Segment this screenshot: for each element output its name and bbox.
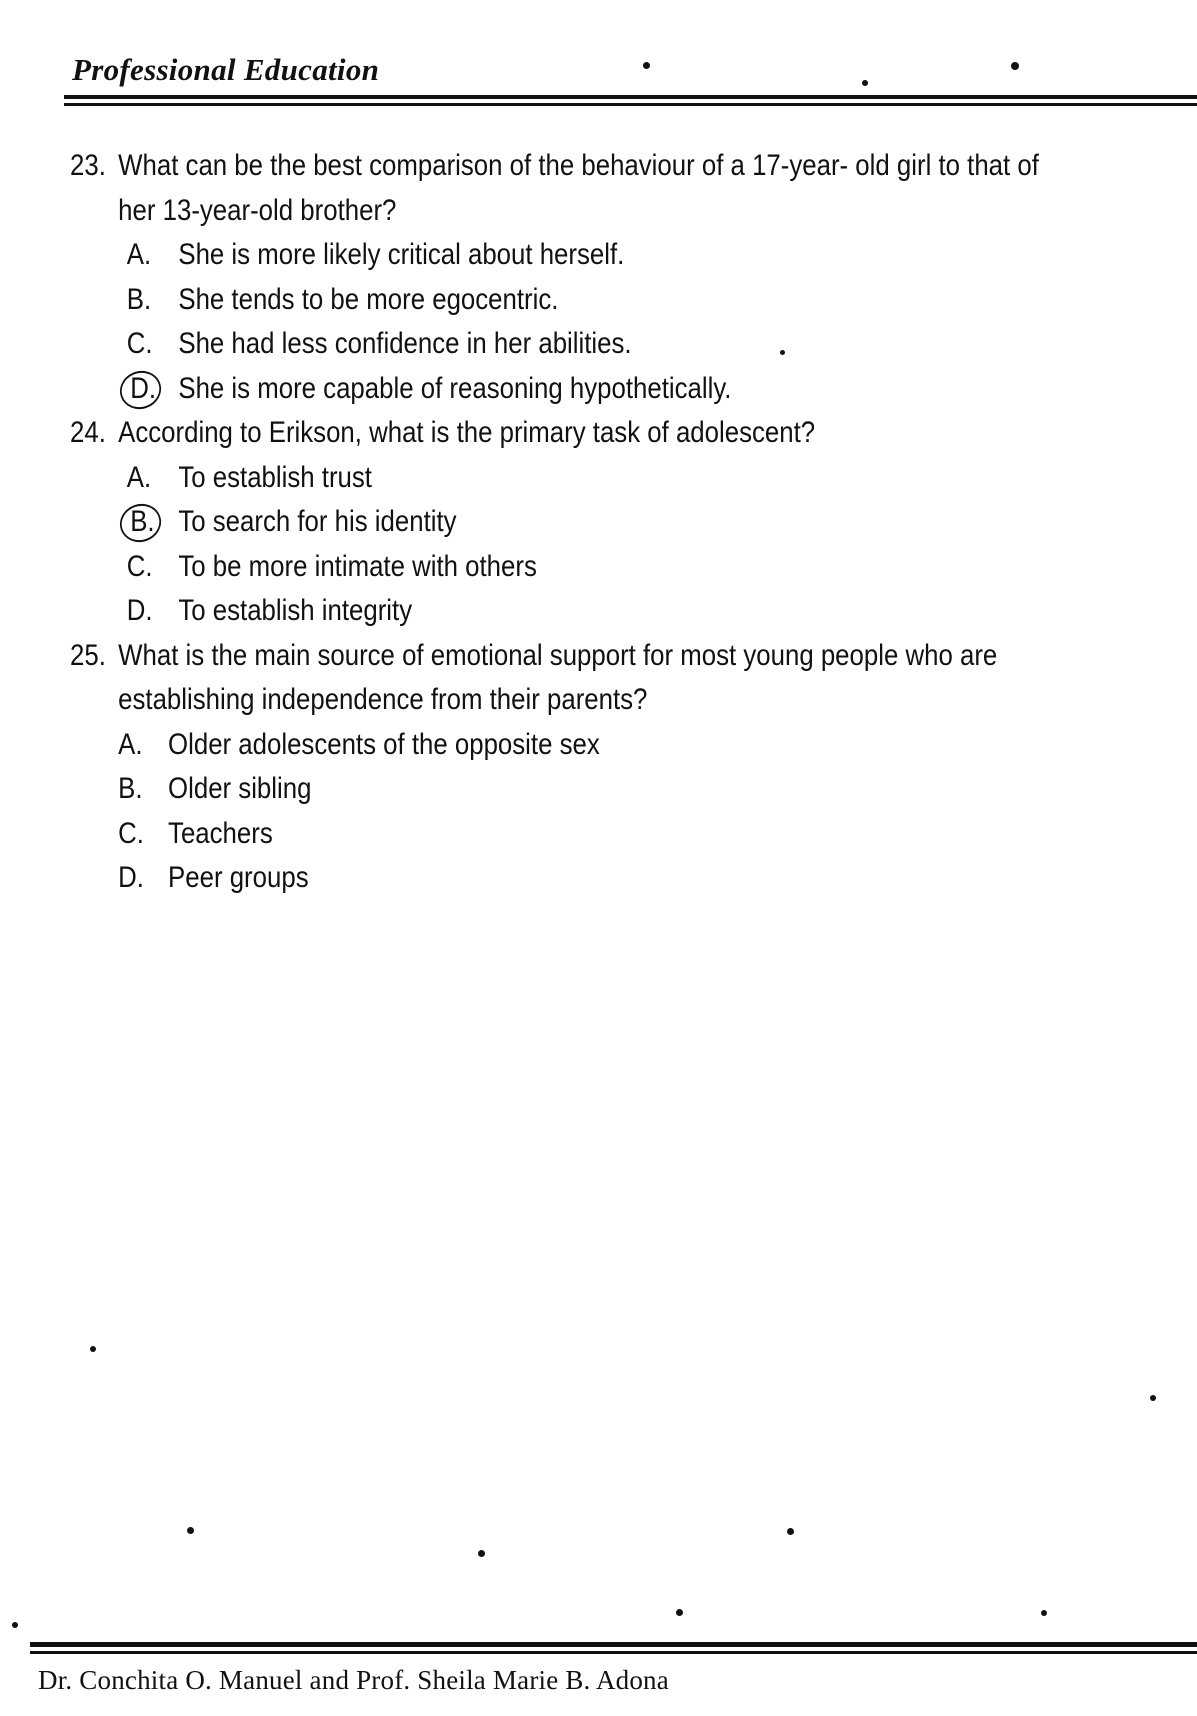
answer-choice-b[interactable] bbox=[127, 278, 1180, 323]
answer-choice-c[interactable] bbox=[118, 812, 1179, 857]
header-rule-thick bbox=[64, 95, 1197, 99]
answer-choice-d-selected[interactable] bbox=[127, 367, 1180, 412]
question-text-line-2: establishing independence from their parents? bbox=[118, 683, 648, 716]
choice-text: To be more intimate with others bbox=[178, 549, 537, 583]
answer-choice-d[interactable] bbox=[118, 856, 1179, 901]
choice-text: She had less confidence in her abilities. bbox=[178, 327, 632, 360]
question-number: 23. bbox=[70, 149, 106, 182]
answer-choices bbox=[127, 233, 1180, 411]
circled-mark-icon: D. bbox=[127, 367, 160, 412]
choice-text: To establish trust bbox=[178, 460, 372, 494]
page-header-title: Professional Education bbox=[72, 52, 380, 87]
choice-text: To establish integrity bbox=[178, 594, 413, 627]
question-stem-continuation bbox=[70, 189, 1179, 234]
choice-text: She is more likely critical about herself. bbox=[178, 238, 625, 271]
answer-choice-c[interactable] bbox=[127, 545, 1180, 590]
scan-speck bbox=[643, 62, 650, 69]
answer-choice-b[interactable] bbox=[118, 767, 1179, 812]
question-text-line-1: What is the main source of emotional support for most young people who are bbox=[118, 638, 998, 672]
answer-choice-a[interactable] bbox=[118, 723, 1179, 768]
scan-speck bbox=[1011, 62, 1019, 70]
answer-choice-d[interactable] bbox=[127, 589, 1180, 634]
choice-text: Older sibling bbox=[168, 772, 312, 805]
choice-letter-circled bbox=[127, 500, 179, 545]
scan-speck bbox=[187, 1527, 194, 1534]
choice-letter: B. bbox=[118, 772, 143, 805]
scan-speck bbox=[478, 1550, 485, 1557]
question-stem-continuation bbox=[70, 678, 1179, 723]
choice-letter: A. bbox=[118, 727, 143, 761]
header-rule-thin bbox=[64, 103, 1197, 106]
question-stem bbox=[70, 411, 1179, 456]
choice-letter: A. bbox=[126, 460, 152, 494]
question-list bbox=[70, 144, 1179, 901]
question-stem bbox=[70, 634, 1179, 679]
scan-speck bbox=[862, 80, 868, 86]
choice-letter: C. bbox=[118, 816, 144, 850]
question-text-line-1: What can be the best comparison of the behaviour of a 17-year- old girl to that of bbox=[118, 149, 1039, 182]
question-number: 24. bbox=[70, 416, 106, 449]
choice-text: She tends to be more egocentric. bbox=[178, 282, 559, 316]
answer-choice-a[interactable] bbox=[127, 456, 1180, 501]
scan-speck bbox=[787, 1528, 794, 1535]
scan-speck bbox=[676, 1609, 683, 1616]
choice-letter: C. bbox=[126, 327, 153, 360]
choice-letter: D. bbox=[118, 861, 144, 894]
answer-choice-a[interactable] bbox=[127, 233, 1180, 278]
footer-authors: Dr. Conchita O. Manuel and Prof. Sheila Marie B. Adona bbox=[38, 1665, 669, 1695]
question-24 bbox=[70, 411, 1179, 634]
footer-rule-thin bbox=[30, 1651, 1197, 1654]
choice-text: She is more capable of reasoning hypothetically. bbox=[178, 371, 732, 405]
choice-letter-circled bbox=[127, 367, 179, 412]
choice-letter: C. bbox=[126, 549, 153, 583]
answer-choices bbox=[118, 723, 1179, 901]
choice-text: Teachers bbox=[168, 816, 273, 850]
answer-choice-b-selected[interactable] bbox=[127, 500, 1180, 545]
choice-text: Peer groups bbox=[168, 861, 309, 894]
question-number-spacer bbox=[70, 678, 118, 723]
footer-rule-thick bbox=[30, 1642, 1197, 1647]
question-number: 25. bbox=[70, 638, 106, 672]
question-text: According to Erikson, what is the primary task of adolescent? bbox=[118, 416, 816, 449]
scan-speck bbox=[1150, 1395, 1156, 1401]
question-23 bbox=[70, 144, 1179, 411]
question-25 bbox=[70, 634, 1179, 901]
choice-letter: A. bbox=[126, 238, 152, 271]
question-text-line-2: her 13-year-old brother? bbox=[118, 193, 397, 227]
scan-speck bbox=[90, 1346, 96, 1352]
choice-letter: B. bbox=[126, 282, 152, 316]
answer-choices bbox=[127, 456, 1180, 634]
choice-text: Older adolescents of the opposite sex bbox=[168, 727, 600, 761]
choice-text: To search for his identity bbox=[178, 505, 457, 538]
scan-speck bbox=[1041, 1610, 1047, 1616]
question-number-spacer bbox=[70, 189, 118, 234]
scan-speck bbox=[12, 1622, 18, 1628]
choice-letter: D. bbox=[126, 594, 153, 627]
question-stem bbox=[70, 144, 1179, 189]
scan-speck bbox=[780, 350, 785, 355]
circled-mark-icon: B. bbox=[127, 500, 158, 545]
answer-choice-c[interactable] bbox=[127, 322, 1180, 367]
